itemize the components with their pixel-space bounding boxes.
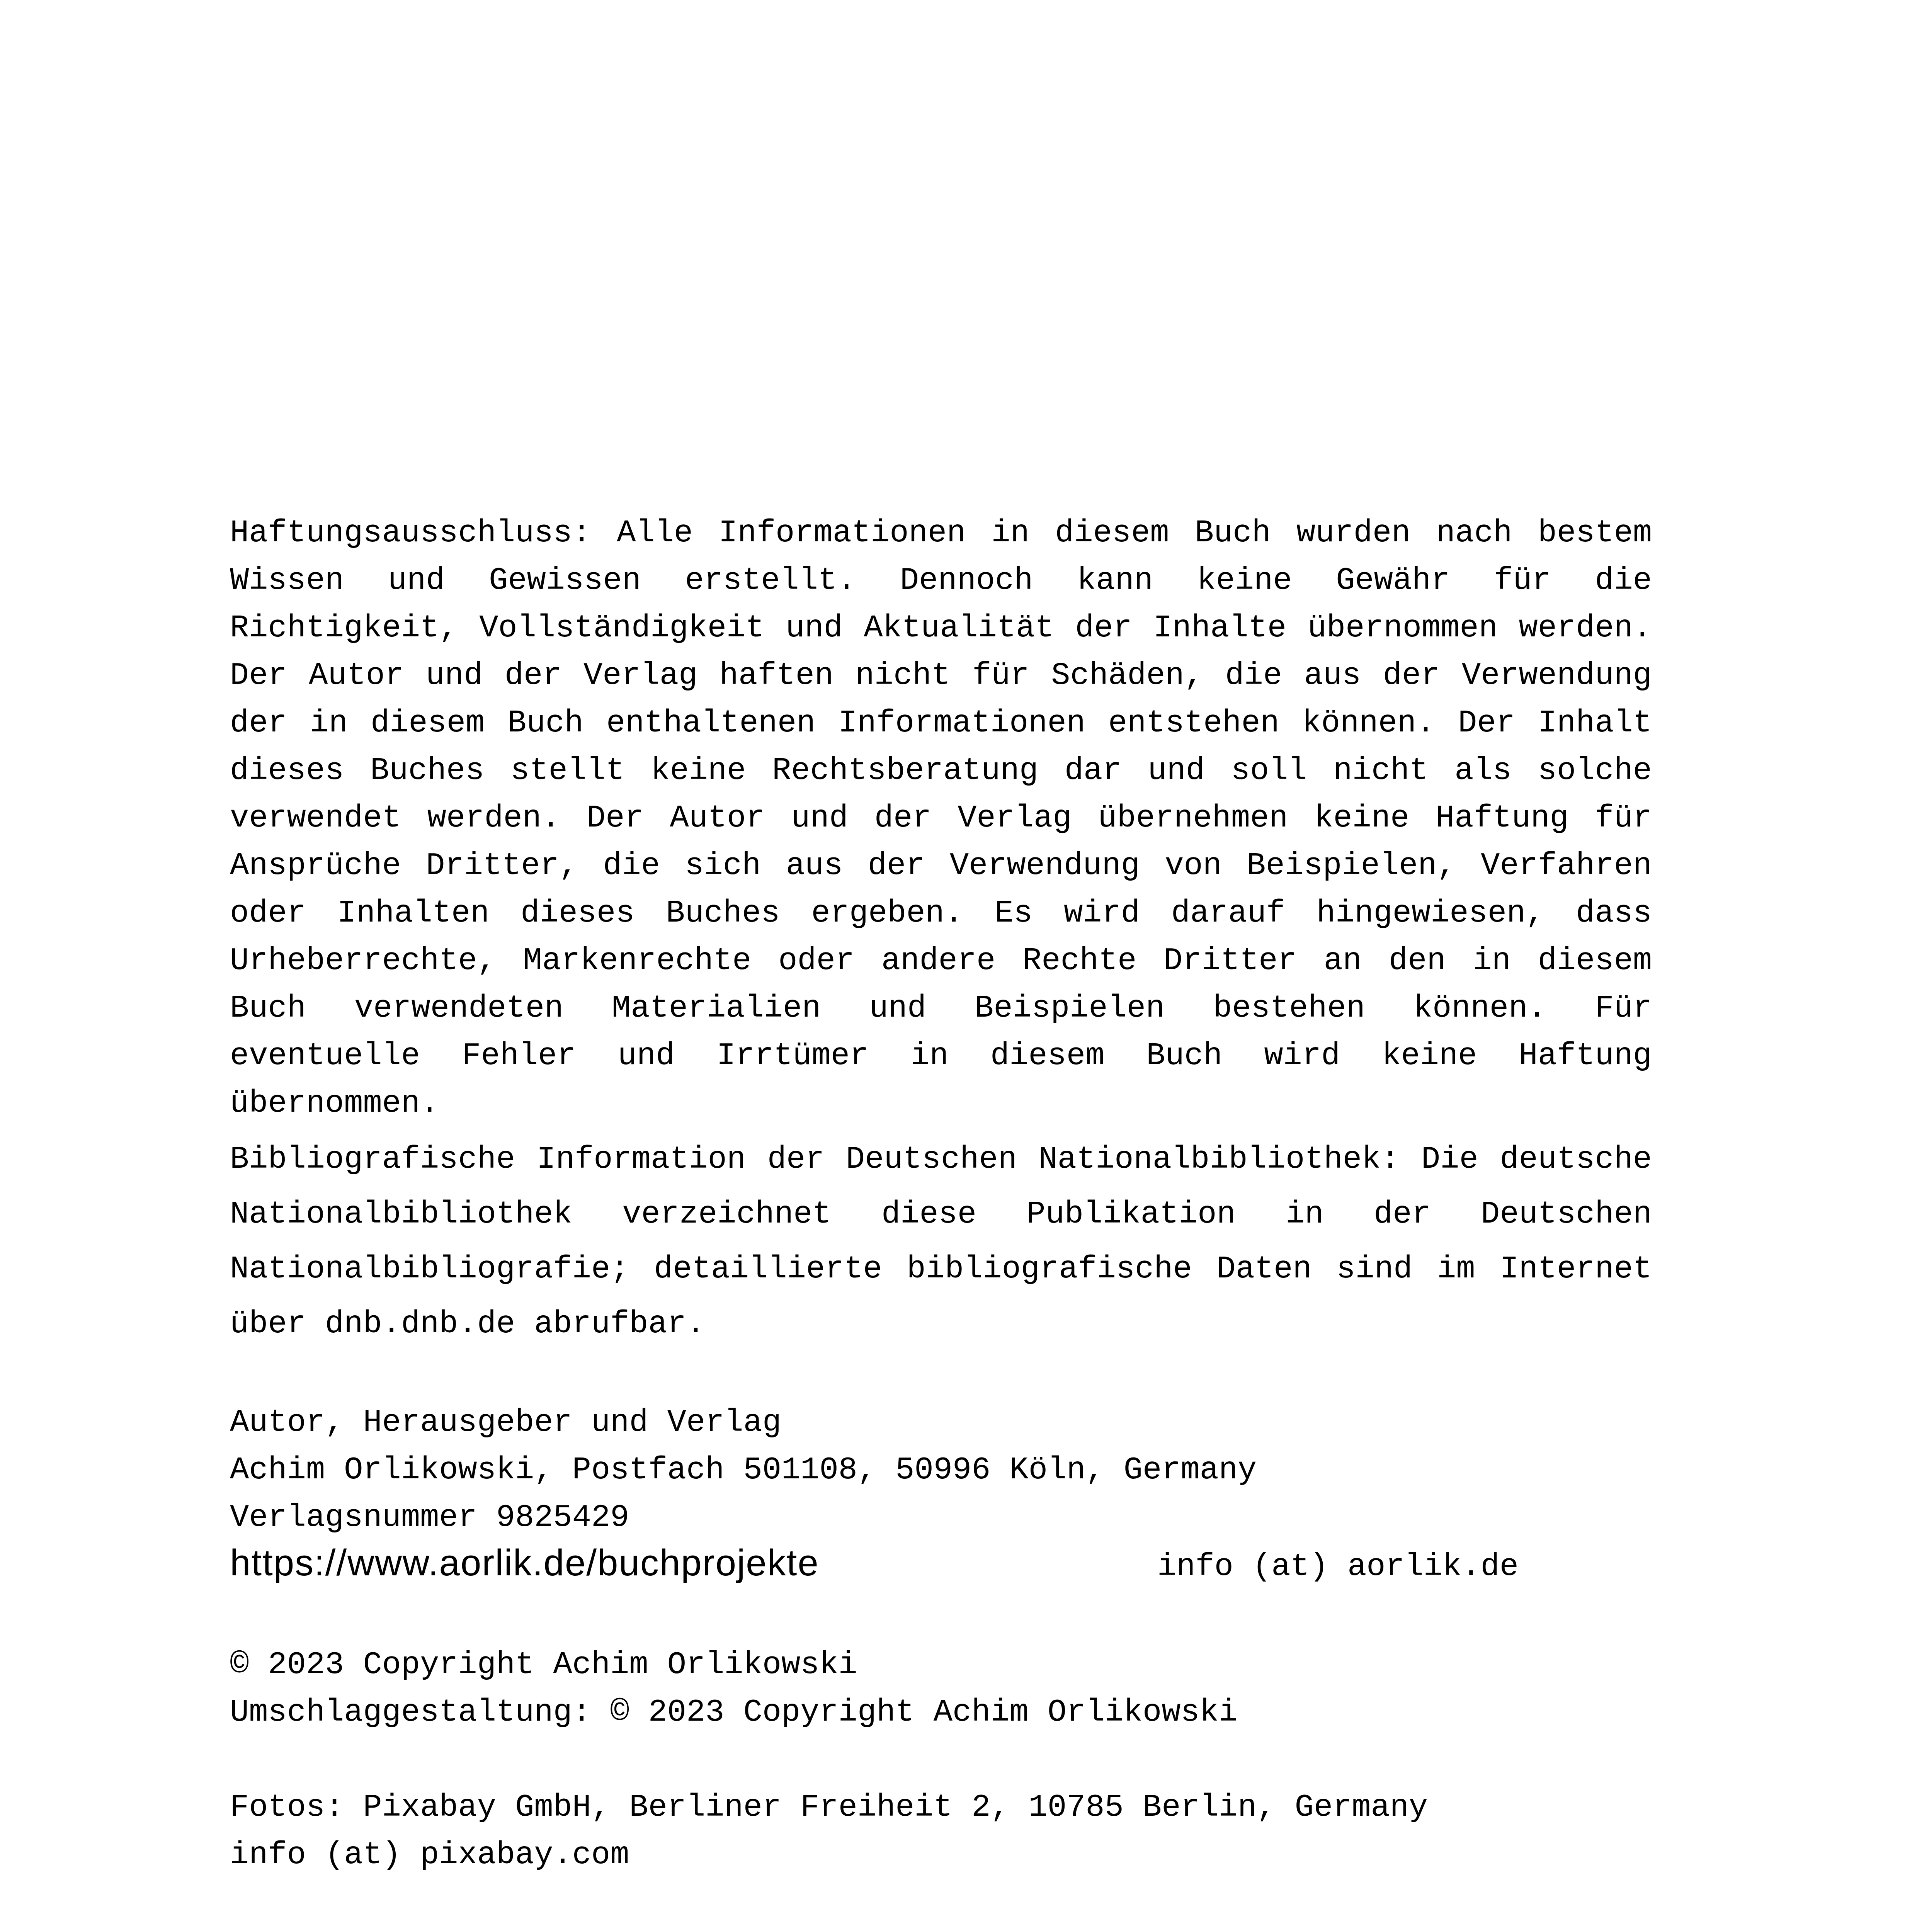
photos-email: info (at) pixabay.com <box>230 1837 629 1873</box>
publisher-email: info (at) aorlik.de <box>1157 1549 1519 1585</box>
bibliographic-info-paragraph: Bibliografische Information der Deutschen Nationalbibliothek: Die deutsche Nationalbibliothek verzeichnet diese Publikation in der Deutschen Nationalbibliografie; detaillierte bibliografische Daten sind im Internet über dnb.dnb.de abrufbar. <box>230 1141 1652 1342</box>
disclaimer-paragraph: Haftungsausschluss: Alle Informationen in diesem Buch wurden nach bestem Wissen und Gewissen erstellt. Dennoch kann keine Gewähr für die Richtigkeit, Vollständigkeit und Aktualität der Inhalte übernommen werden. Der Autor und der Verlag haften nicht für Schäden, die aus der Verwendung der in diesem Buch enthaltenen Informationen entstehen können. Der Inhalt dieses Buches stellt keine Rechtsberatung dar und soll nicht als solche verwendet werden. Der Autor und der Verlag übernehmen keine Haftung für Ansprüche Dritter, die sich aus der Verwendung von Beispielen, Verfahren oder Inhalten dieses Buches ergeben. Es wird darauf hingewiesen, dass Urheberrechte, Markenrechte oder andere Rechte Dritter an den in diesem Buch verwendeten Materialien und Beispielen bestehen können. Für eventuelle Fehler und Irrtümer in diesem Buch wird keine Haftung übernommen. <box>230 515 1652 1121</box>
publisher-address: Achim Orlikowski, Postfach 501108, 50996 Köln, Germany <box>230 1452 1257 1488</box>
publisher-heading: Autor, Herausgeber und Verlag <box>230 1405 782 1440</box>
photos-credit: Fotos: Pixabay GmbH, Berliner Freiheit 2, 10785 Berlin, Germany <box>230 1789 1428 1825</box>
publisher-number: Verlagsnummer 9825429 <box>230 1500 629 1536</box>
cover-design-copyright-line: Umschlaggestaltung: © 2023 Copyright Achim Orlikowski <box>230 1694 1238 1730</box>
publisher-website-link[interactable]: https://www.aorlik.de/buchprojekte <box>230 1542 819 1583</box>
copyright-line: © 2023 Copyright Achim Orlikowski <box>230 1647 857 1683</box>
